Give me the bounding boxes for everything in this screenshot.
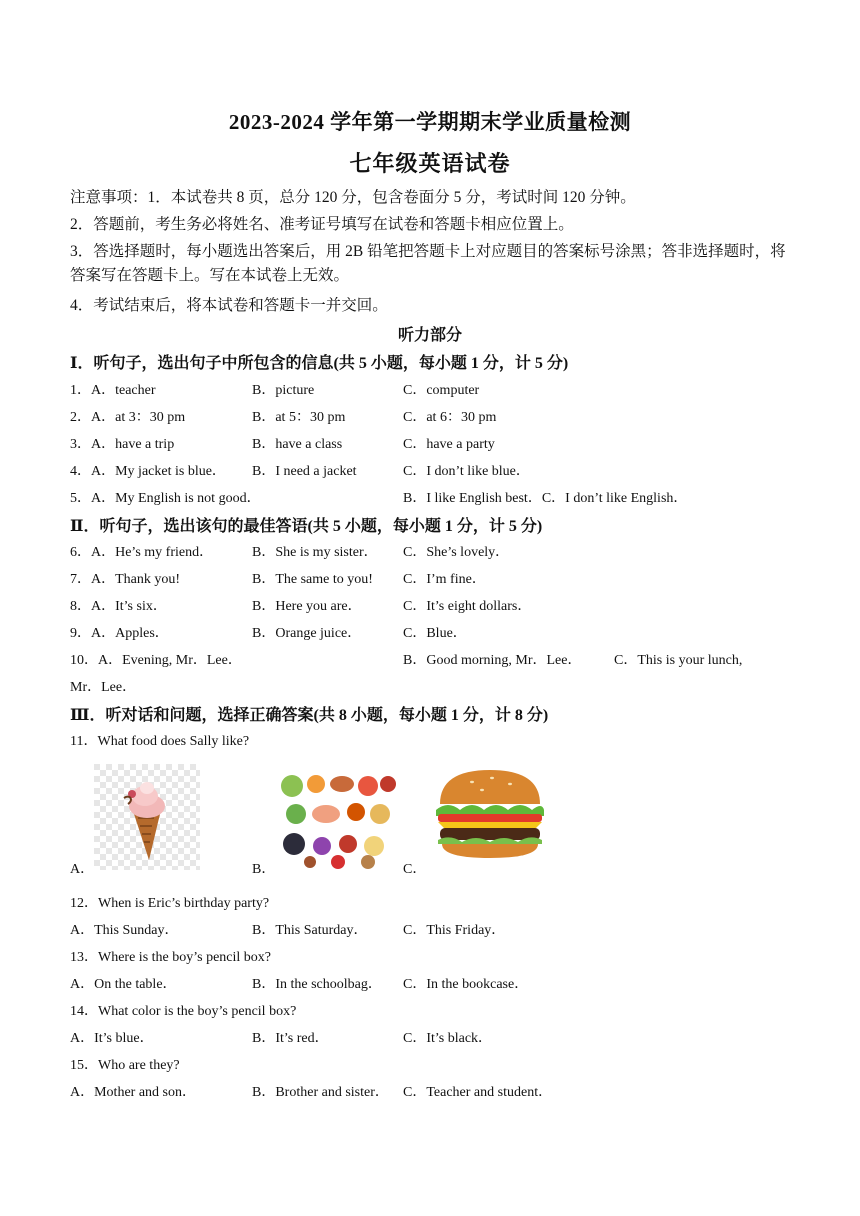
q15-option-c: C．Teacher and student． xyxy=(403,1085,553,1100)
question-15-options xyxy=(70,1081,800,1101)
question-7 xyxy=(70,568,800,588)
q7-option-b: B．The same to you! xyxy=(252,572,373,587)
q8-option-c: C．It’s eight dollars． xyxy=(403,599,532,614)
q2-option-a: 2．A．at 3：30 pm xyxy=(70,410,186,425)
question-14-text: 14．What color is the boy’s pencil box? xyxy=(70,1004,297,1019)
q10-option-a: 10．A．Evening, Mr．Lee． xyxy=(70,653,242,668)
q11-option-c-label: C． xyxy=(403,862,427,877)
q15-option-b: B．Brother and sister． xyxy=(252,1085,389,1100)
q15-option-a: A．Mother and son． xyxy=(70,1085,196,1100)
question-5 xyxy=(70,487,800,507)
q4-option-b: B．I need a jacket xyxy=(252,464,357,479)
question-15-text: 15．Who are they? xyxy=(70,1058,180,1073)
note-3: 3．答选择题时，每小题选出答案后，用 2B 铅笔把答题卡上对应题目的答案标号涂黑；答非选择题时，将答案写在答题卡上。写在本试卷上无效。 xyxy=(70,243,786,284)
q9-option-b: B．Orange juice． xyxy=(252,626,362,641)
q14-option-a: A．It’s blue． xyxy=(70,1031,154,1046)
exam-title: 2023-2024 学年第一学期期末学业质量检测 xyxy=(228,110,632,134)
question-4 xyxy=(70,460,800,480)
q5-option-bc: B．I like English best．C．I don’t like English． xyxy=(403,491,688,506)
question-6 xyxy=(70,541,800,561)
q1-option-c: C．computer xyxy=(403,383,480,398)
q9-option-a: 9．A．Apples． xyxy=(70,626,169,641)
section-3-heading: Ⅲ．听对话和问题，选择正确答案(共 8 小题，每小题 1 分，计 8 分) xyxy=(70,707,549,724)
q8-option-b: B．Here you are． xyxy=(252,599,362,614)
exam-subtitle: 七年级英语试卷 xyxy=(349,151,511,176)
question-1 xyxy=(70,379,800,399)
q7-option-c: C．I’m fine． xyxy=(403,572,486,587)
q6-option-b: B．She is my sister． xyxy=(252,545,378,560)
fruits-and-nuts-image xyxy=(276,770,400,870)
q1-option-a: 1．A．teacher xyxy=(70,383,156,398)
q2-option-b: B．at 5：30 pm xyxy=(252,410,346,425)
q10-option-c-continued: Mr．Lee． xyxy=(70,680,137,695)
q14-option-c: C．It’s black． xyxy=(403,1031,493,1046)
q11-option-b-label: B． xyxy=(252,862,276,877)
q14-option-b: B．It’s red． xyxy=(252,1031,329,1046)
question-9 xyxy=(70,622,800,642)
q6-option-a: 6．A．He’s my friend． xyxy=(70,545,214,560)
question-13-options xyxy=(70,973,800,993)
question-12-options xyxy=(70,919,800,939)
question-13-text: 13．Where is the boy’s pencil box? xyxy=(70,950,272,965)
question-2 xyxy=(70,406,800,426)
hamburger-image xyxy=(432,766,548,862)
q4-option-c: C．I don’t like blue． xyxy=(403,464,530,479)
note-1: 注意事项：1．本试卷共 8 页，总分 120 分，包含卷面分 5 分，考试时间 120 分钟。 xyxy=(70,189,636,206)
question-14-options xyxy=(70,1027,800,1047)
question-12-text: 12．When is Eric’s birthday party? xyxy=(70,896,270,911)
q1-option-b: B．picture xyxy=(252,383,315,398)
q4-option-a: 4．A．My jacket is blue． xyxy=(70,464,226,479)
q7-option-a: 7．A．Thank you! xyxy=(70,572,181,587)
question-8 xyxy=(70,595,800,615)
note-4: 4．考试结束后，将本试卷和答题卡一并交回。 xyxy=(70,297,388,314)
q12-option-a: A．This Sunday． xyxy=(70,923,179,938)
q6-option-c: C．She’s lovely． xyxy=(403,545,510,560)
q5-option-a: 5．A．My English is not good． xyxy=(70,491,261,506)
q10-option-b: B．Good morning, Mr．Lee． xyxy=(403,653,582,668)
ice-cream-image xyxy=(94,764,200,870)
q8-option-a: 8．A．It’s six． xyxy=(70,599,167,614)
q13-option-a: A．On the table． xyxy=(70,977,177,992)
note-2: 2．答题前，考生务必将姓名、准考证号填写在试卷和答题卡相应位置上。 xyxy=(70,216,574,233)
q2-option-c: C．at 6：30 pm xyxy=(403,410,497,425)
q3-option-a: 3．A．have a trip xyxy=(70,437,175,452)
q9-option-c: C．Blue． xyxy=(403,626,467,641)
listening-heading: 听力部分 xyxy=(397,327,462,344)
q12-option-c: C．This Friday． xyxy=(403,923,506,938)
q13-option-b: B．In the schoolbag． xyxy=(252,977,382,992)
q11-option-a-label: A． xyxy=(70,862,95,877)
q12-option-b: B．This Saturday． xyxy=(252,923,368,938)
question-3 xyxy=(70,433,800,453)
q3-option-c: C．have a party xyxy=(403,437,495,452)
q10-option-c: C．This is your lunch, xyxy=(614,653,743,668)
section-1-heading: Ⅰ．听句子，选出句子中所包含的信息(共 5 小题，每小题 1 分，计 5 分) xyxy=(70,355,569,372)
question-10 xyxy=(70,649,800,669)
q3-option-b: B．have a class xyxy=(252,437,343,452)
q13-option-c: C．In the bookcase． xyxy=(403,977,529,992)
section-2-heading: Ⅱ．听句子，选出该句的最佳答语(共 5 小题，每小题 1 分，计 5 分) xyxy=(70,518,543,535)
question-11-text: 11．What food does Sally like? xyxy=(70,734,250,749)
